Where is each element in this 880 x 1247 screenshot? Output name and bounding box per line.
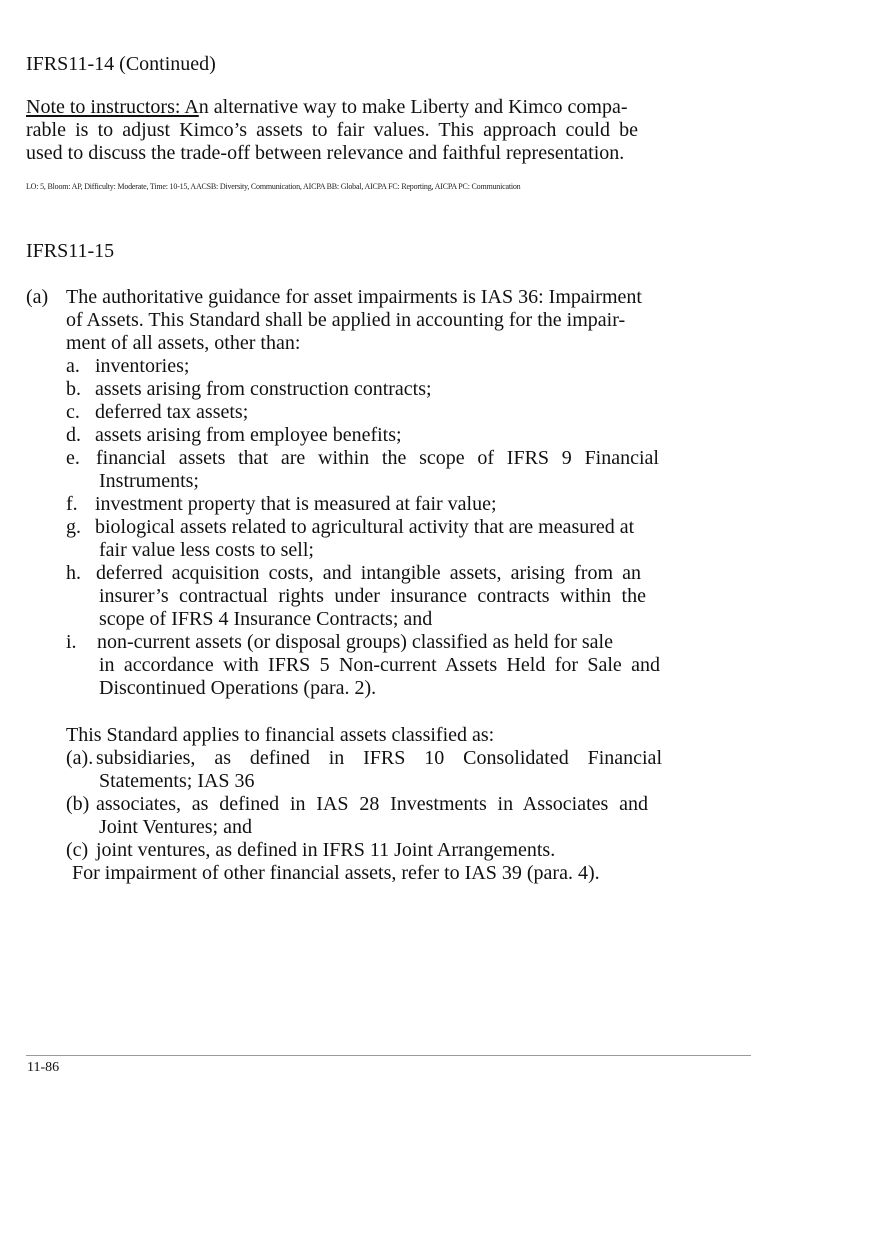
list-item: investment property that is measured at fair value; [95, 493, 497, 515]
section-heading: IFRS11-15 [26, 240, 115, 262]
list-marker: (a). [66, 747, 94, 769]
list-item: biological assets related to agricultural activity that are measured at [95, 516, 635, 538]
list-item: joint ventures, as defined in IFRS 11 Joint Arrangements. [96, 839, 556, 861]
note-text: n alternative way to make Liberty and Kimco compa- [198, 96, 628, 118]
instructor-note-line-3: used to discuss the trade-off between relevance and faithful representation. [26, 142, 625, 164]
list-item: deferred acquisition costs, and intangible assets, arising from an [96, 562, 641, 584]
note-label: Note to instructors: A [26, 96, 199, 118]
list-marker: a. [66, 355, 80, 377]
list-item-continuation: fair value less costs to sell; [99, 539, 314, 561]
part-a-line-1: The authoritative guidance for asset impairments is IAS 36: Impairment [66, 286, 642, 308]
list-item-continuation: Joint Ventures; and [99, 816, 252, 838]
applies-intro: This Standard applies to financial assets classified as: [66, 724, 495, 746]
learning-objective-line: LO: 5, Bloom: AP, Difficulty: Moderate, Time: 10-15, AACSB: Diversity, Communication, AICPA BB: Global, AICPA FC: Reporting, AICPA PC: Communication [26, 182, 521, 191]
list-item: deferred tax assets; [95, 401, 249, 423]
part-a-line-3: ment of all assets, other than: [66, 332, 301, 354]
list-item-continuation: scope of IFRS 4 Insurance Contracts; and [99, 608, 433, 630]
list-marker: (b) [66, 793, 90, 815]
instructor-note-line-1 [26, 96, 628, 119]
list-marker: i. [66, 631, 77, 653]
list-item-continuation: Statements; IAS 36 [99, 770, 255, 792]
instructor-note-line-2: rable is to adjust Kimco’s assets to fair values. This approach could be [26, 119, 638, 141]
list-item-continuation: Instruments; [99, 470, 199, 492]
list-item: subsidiaries, as defined in IFRS 10 Consolidated Financial [96, 747, 662, 769]
list-marker: d. [66, 424, 81, 446]
list-item: non-current assets (or disposal groups) classified as held for sale [97, 631, 613, 653]
continued-heading: IFRS11-14 (Continued) [26, 53, 216, 75]
list-marker: b. [66, 378, 81, 400]
list-marker: g. [66, 516, 81, 538]
list-marker: f. [66, 493, 78, 515]
closing-note: For impairment of other financial assets, refer to IAS 39 (para. 4). [72, 862, 600, 884]
list-item: inventories; [95, 355, 190, 377]
page-number: 11-86 [27, 1060, 60, 1075]
list-item: assets arising from employee benefits; [95, 424, 402, 446]
list-marker: (c) [66, 839, 89, 861]
footer-divider [26, 1055, 751, 1056]
part-a-line-2: of Assets. This Standard shall be applied in accounting for the impair- [66, 309, 626, 331]
list-item-continuation: in accordance with IFRS 5 Non-current Assets Held for Sale and [99, 654, 660, 676]
list-marker: c. [66, 401, 80, 423]
list-item-continuation: Discontinued Operations (para. 2). [99, 677, 377, 699]
part-a-marker: (a) [26, 286, 49, 308]
list-marker: h. [66, 562, 81, 584]
list-item: assets arising from construction contracts; [95, 378, 432, 400]
list-item: associates, as defined in IAS 28 Investments in Associates and [96, 793, 648, 815]
list-item: financial assets that are within the scope of IFRS 9 Financial [96, 447, 659, 469]
list-item-continuation: insurer’s contractual rights under insurance contracts within the [99, 585, 646, 607]
list-marker: e. [66, 447, 80, 469]
